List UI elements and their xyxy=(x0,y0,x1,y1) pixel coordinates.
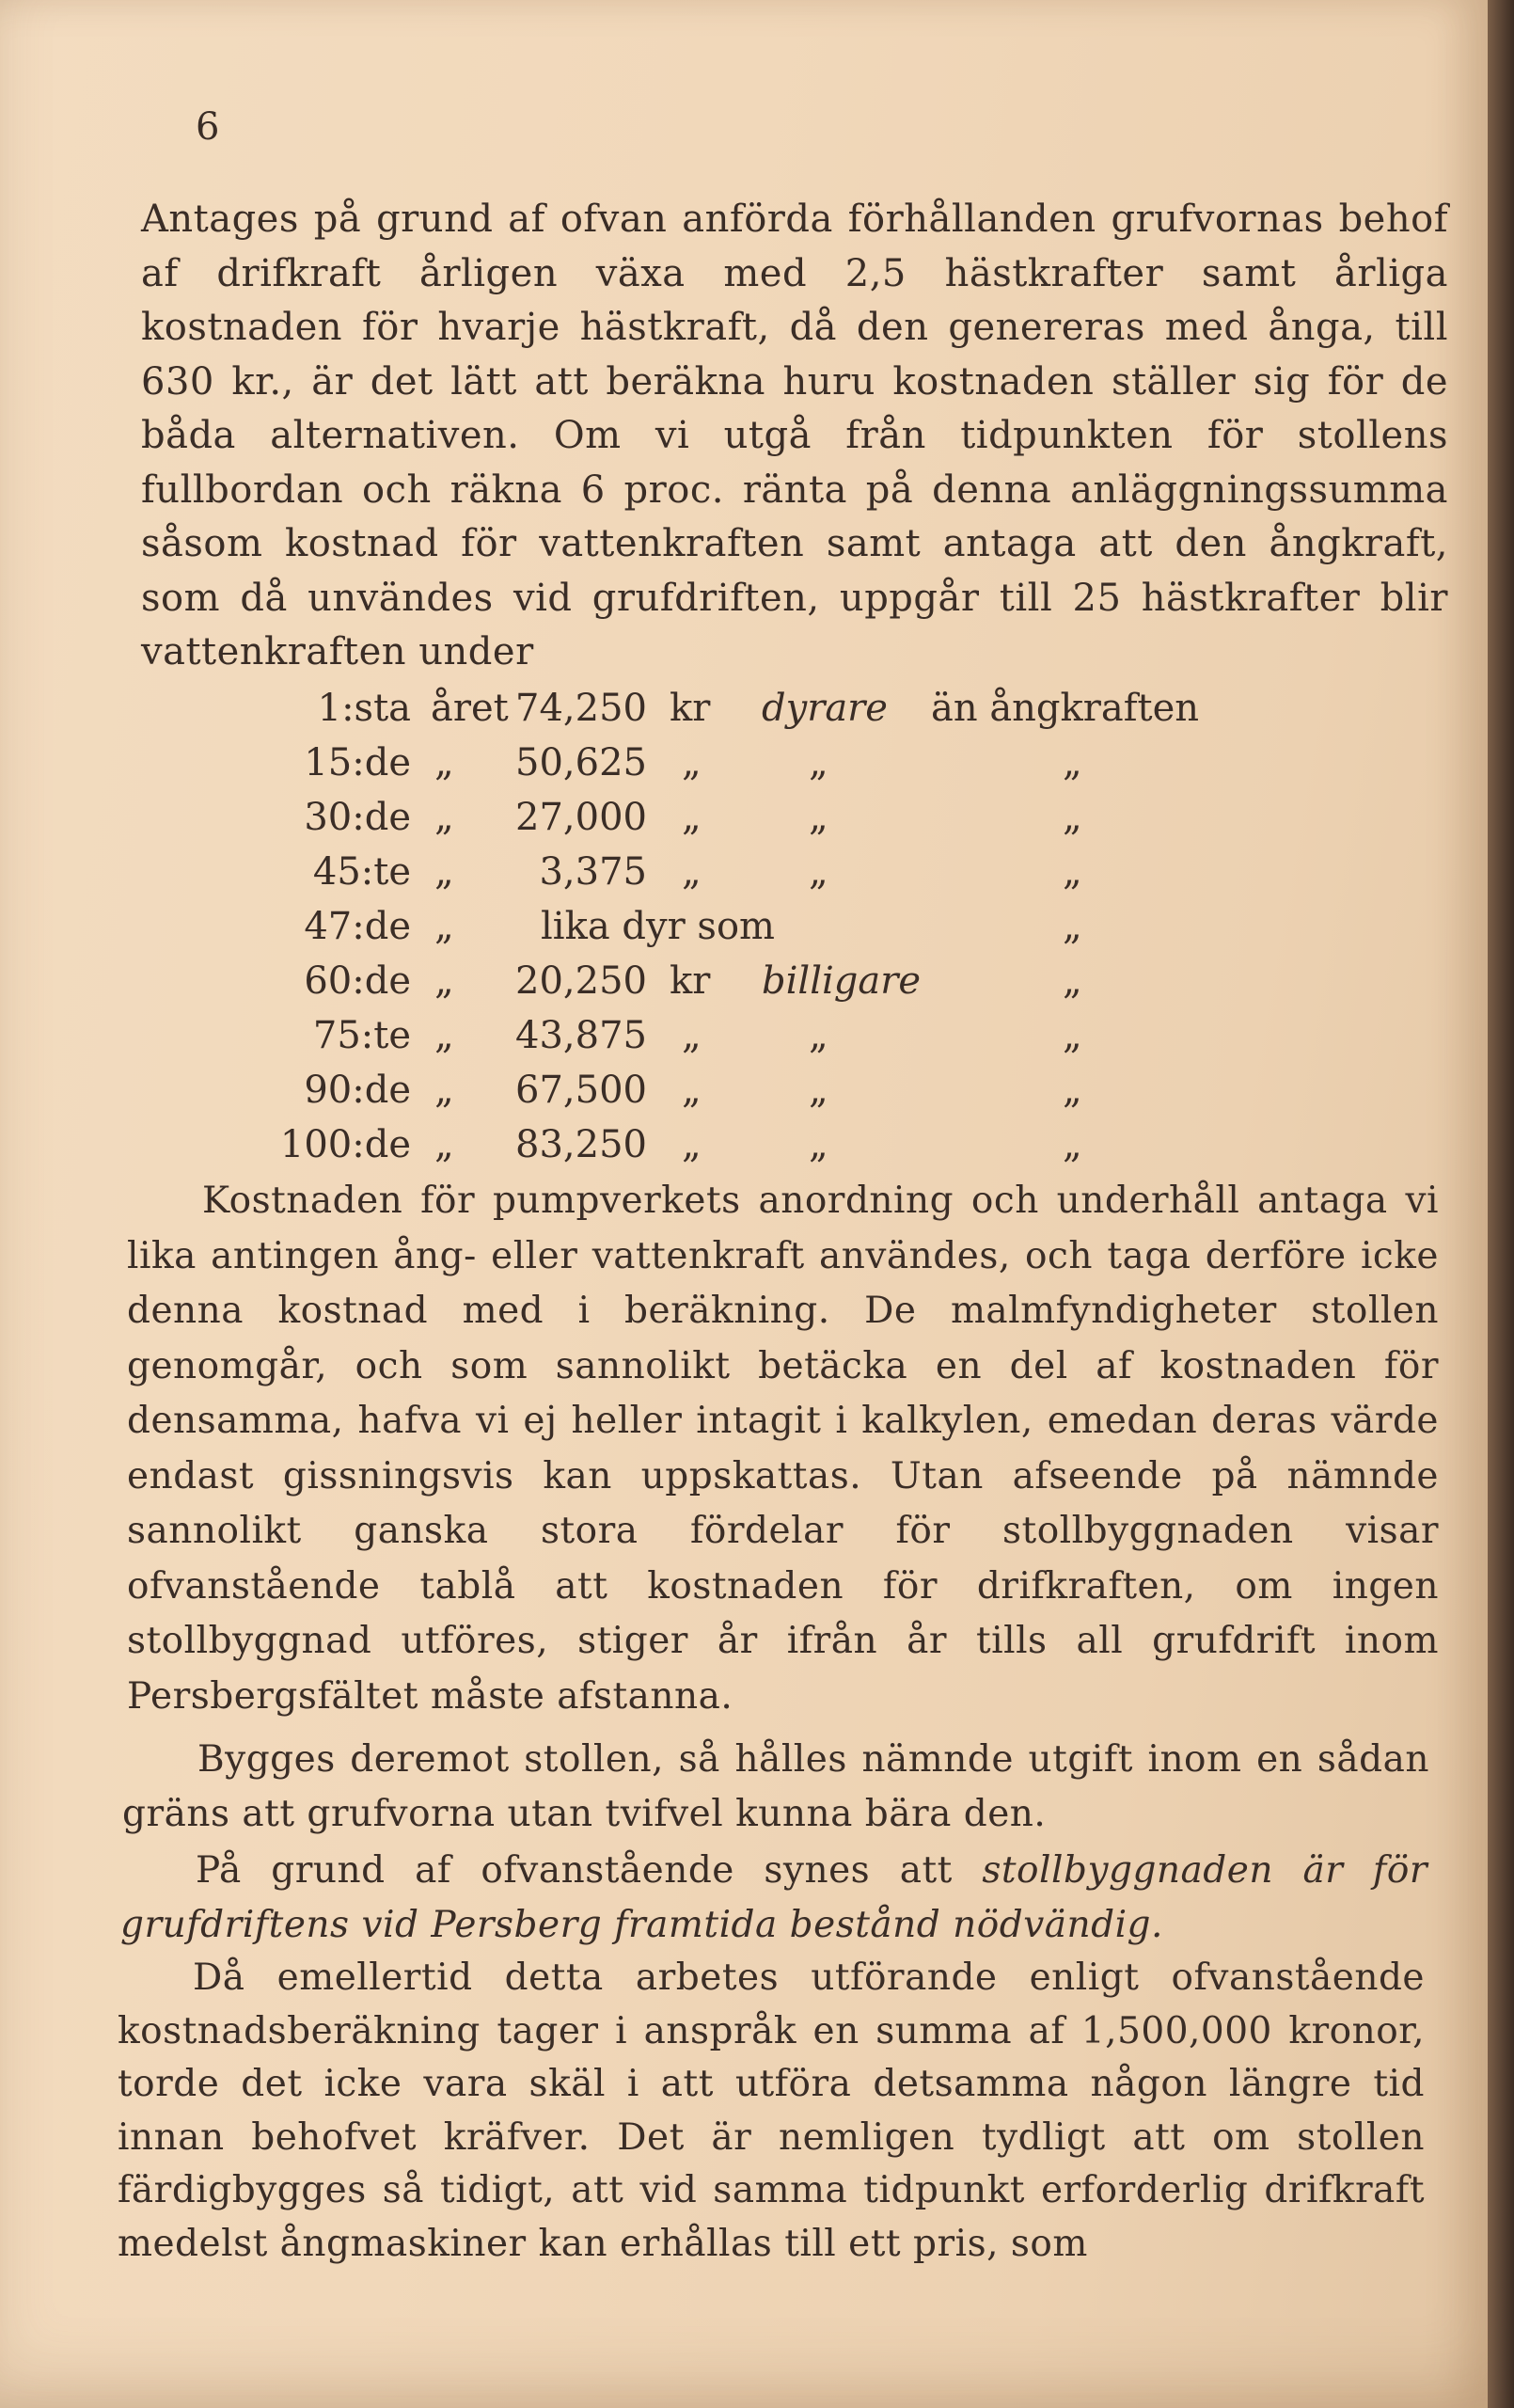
row-year: 45:te xyxy=(312,850,411,894)
row-comparison: „ xyxy=(809,1123,828,1166)
row-currency: kr xyxy=(670,687,711,730)
row-amount: 74,250 xyxy=(515,687,647,730)
row-unit: „ xyxy=(434,959,454,1003)
row-currency: kr xyxy=(670,959,711,1003)
page-number: 6 xyxy=(196,105,220,149)
row-unit: „ xyxy=(434,1014,454,1057)
row-currency: „ xyxy=(682,850,702,894)
paragraph-intro: Antages på grund af ofvan anförda förhållanden grufvornas behof af drifkraft årligen växa med 2,5 hästkrafter samt årliga kostnaden för hvarje hästkraft, då den genereras med ånga, till 630 kr., är det lätt att beräkna huru kostnaden ställer sig för de båda alternativen. Om vi utgå från tidpunkten för stollens fullbordan och räkna 6 proc. ränta på denna anläggningssumma såsom kostnad för vattenkraften samt antaga att den ångkraft, som då unvändes vid grufdriften, uppgår till 25 hästkrafter blir vattenkraften under xyxy=(141,198,1448,673)
conclusion-prefix: På grund af ofvanstående synes att xyxy=(196,1849,983,1892)
row-unit: „ xyxy=(434,796,454,839)
paragraph-conclusion xyxy=(120,1844,1427,1953)
row-comparison: „ xyxy=(809,1069,828,1112)
row-comparison: billigare xyxy=(762,959,922,1003)
row-amount: 3,375 xyxy=(539,850,647,894)
row-tail: „ xyxy=(1063,796,1082,839)
row-amount: 67,500 xyxy=(515,1069,647,1112)
row-year: 15:de xyxy=(304,741,411,784)
row-comparison: „ xyxy=(809,796,828,839)
row-tail: „ xyxy=(1063,1014,1082,1057)
row-comparison: „ xyxy=(809,741,828,784)
row-currency: „ xyxy=(682,1069,702,1112)
row-tail: „ xyxy=(1063,741,1082,784)
row-tail: „ xyxy=(1063,1123,1082,1166)
paragraph-tunnel-built: Bygges deremot stollen, så hålles nämnde utgift inom en sådan gräns att grufvorna utan tvifvel kunna bära den. xyxy=(122,1738,1429,1835)
row-unit: „ xyxy=(434,741,454,784)
table-row xyxy=(0,959,1490,1014)
row-unit: „ xyxy=(434,850,454,894)
row-year: 1:sta xyxy=(317,687,411,730)
row-currency: „ xyxy=(682,796,702,839)
table-row xyxy=(0,687,1490,741)
table-row xyxy=(0,1069,1490,1123)
row-amount: 50,625 xyxy=(515,741,647,784)
row-comparison: „ xyxy=(809,850,828,894)
row-year: 60:de xyxy=(304,959,411,1003)
row-tail: än ångkraften xyxy=(931,687,1200,730)
row-year: 90:de xyxy=(304,1069,411,1112)
row-tail: „ xyxy=(1063,850,1082,894)
row-amount: 20,250 xyxy=(515,959,647,1003)
table-row xyxy=(0,905,1490,959)
row-tail: „ xyxy=(1063,905,1082,948)
paragraph-timing: Då emellertid detta arbetes utförande enligt ofvanstående kostnadsberäkning tager i anspråk en summa af 1,500,000 kronor, torde det icke vara skäl i att utföra detsamma någon längre tid innan behofvet kräfver. Det är nemligen tydligt att om stollen färdigbygges så tidigt, att vid samma tidpunkt erforderlig drifkraft medelst ångmaskiner kan erhållas till ett pris, som xyxy=(118,1956,1425,2265)
table-row xyxy=(0,850,1490,905)
conclusion-emphasis: stollbyggnaden är för grufdriftens vid Persberg framtida bestånd nödvändig. xyxy=(120,1849,1427,1946)
row-year: 47:de xyxy=(304,905,411,948)
row-amount: 83,250 xyxy=(515,1123,647,1166)
row-year: 100:de xyxy=(279,1123,411,1166)
row-amount: 27,000 xyxy=(515,796,647,839)
row-year: 75:te xyxy=(312,1014,411,1057)
book-binding-edge xyxy=(1488,0,1514,2408)
row-currency: „ xyxy=(682,741,702,784)
row-note: lika dyr som xyxy=(541,905,775,948)
table-row xyxy=(0,1014,1490,1069)
row-year: 30:de xyxy=(304,796,411,839)
table-row xyxy=(0,1123,1490,1178)
row-tail: „ xyxy=(1063,959,1082,1003)
row-comparison: „ xyxy=(809,1014,828,1057)
table-row xyxy=(0,796,1490,850)
row-unit: året xyxy=(431,687,509,730)
table-row xyxy=(0,741,1490,796)
row-tail: „ xyxy=(1063,1069,1082,1112)
row-currency: „ xyxy=(682,1014,702,1057)
row-unit: „ xyxy=(434,1069,454,1112)
row-unit: „ xyxy=(434,905,454,948)
row-comparison: dyrare xyxy=(762,687,888,730)
row-amount: 43,875 xyxy=(515,1014,647,1057)
row-currency: „ xyxy=(682,1123,702,1166)
row-unit: „ xyxy=(434,1123,454,1166)
paragraph-pump-costs: Kostnaden för pumpverkets anordning och underhåll antaga vi lika antingen ång- eller vattenkraft användes, och taga derföre icke denna kostnad med i beräkning. De malmfyndigheter stollen genomgår, och som sannolikt betäcka en del af kostnaden för densamma, hafva vi ej heller intagit i kalkylen, emedan deras värde endast gissningsvis kan uppskattas. Utan afseende på nämnde sannolikt ganska stora fördelar för stollbyggnaden visar ofvanstående tablå att kostnaden för drifkraften, om ingen stollbyggnad utföres, stiger år ifrån år tills all grufdrift inom Persbergsfältet måste afstanna. xyxy=(127,1180,1439,1718)
